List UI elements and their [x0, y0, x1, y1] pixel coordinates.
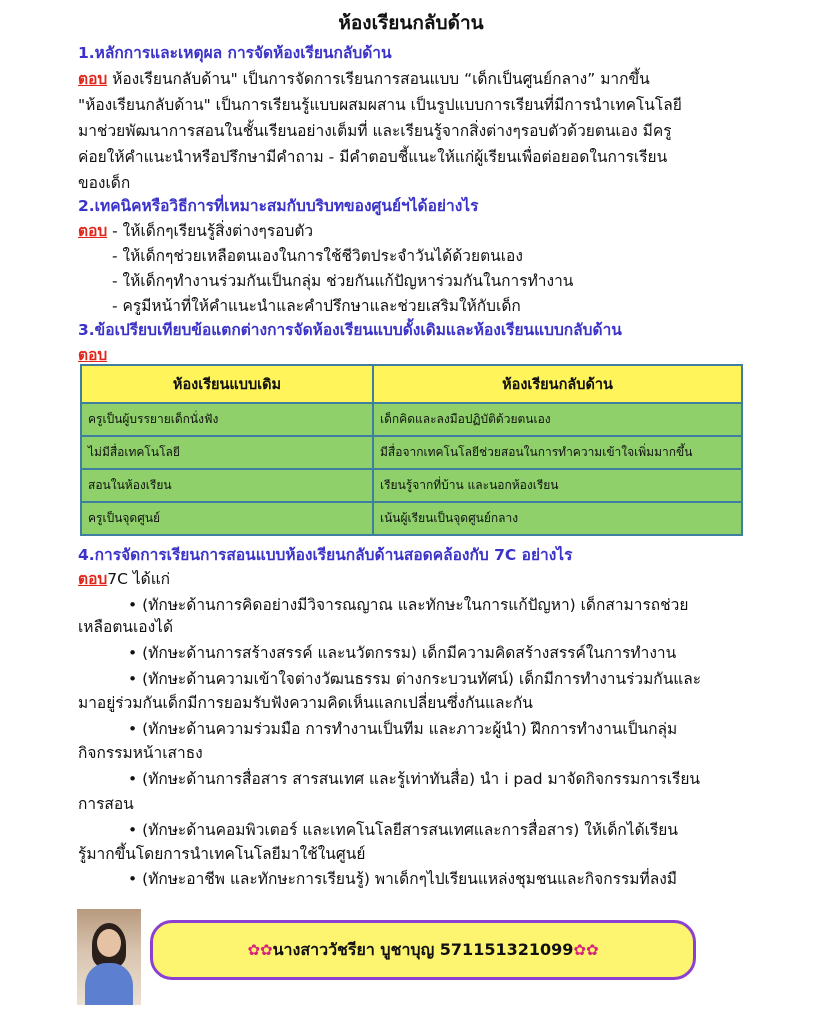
table-cell: ครูเป็นผู้บรรยายเด็กนั่งฟัง [81, 403, 373, 436]
skill-bullet: • (ทักษะด้านคอมพิวเตอร์ และเทคโนโลยีสารสนเทศและการสื่อสาร) ให้เด็กได้เรียน [128, 821, 678, 839]
section-4-intro-text: 7C ได้แก่ [107, 570, 171, 588]
hibiscus-icon: ✿ [247, 941, 261, 959]
section-2-item: - ให้เด็กๆช่วยเหลือตนเองในการใช้ชีวิตประจำวันได้ด้วยตนเอง [112, 247, 523, 265]
section-4-heading: 4.การจัดการเรียนการสอนแบบห้องเรียนกลับด้านสอดคล้องกับ 7C อย่างไร [78, 546, 573, 564]
section-2-item: - ครูมีหน้าที่ให้คำแนะนำและคำปรึกษาและช่วยเสริมให้กับเด็ก [112, 297, 521, 315]
skill-bullet-cont: รู้มากขึ้นโดยการนำเทคโนโลยีมาใช้ในศูนย์ [78, 845, 366, 863]
skill-bullet: • (ทักษะด้านความร่วมมือ การทำงานเป็นทีม และภาวะผู้นำ) ฝึกการทำงานเป็นกลุ่ม [128, 720, 678, 738]
hibiscus-icon: ✿ [585, 941, 599, 959]
table-header-flipped: ห้องเรียนกลับด้าน [373, 365, 742, 403]
section-1-line-3: มาช่วยพัฒนาการสอนในชั้นเรียนอย่างเต็มที่ และเรียนรู้จากสิ่งต่างๆรอบตัวด้วยตนเอง มีครู [78, 122, 672, 140]
table-row [81, 469, 742, 502]
skill-bullet: • (ทักษะด้านการสื่อสาร สารสนเทศ และรู้เท่าทันสื่อ) นำ i pad มาจัดกิจกรรมการเรียน [128, 770, 701, 788]
section-1-line-2: "ห้องเรียนกลับด้าน" เป็นการเรียนรู้แบบผสมผสาน เป็นรูปแบบการเรียนที่มีการนำเทคโนโลยี [78, 96, 682, 114]
table-cell: ไม่มีสื่อเทคโนโลยี [81, 436, 373, 469]
skill-bullet: • (ทักษะด้านการสร้างสรรค์ และนวัตกรรม) เด็กมีความคิดสร้างสรรค์ในการทำงาน [128, 644, 677, 662]
answer-label: ตอบ [78, 70, 108, 88]
hibiscus-icon: ✿ [573, 941, 586, 959]
comparison-table [80, 364, 743, 536]
table-cell: ครูเป็นจุดศูนย์ [81, 502, 373, 535]
skill-bullet: • (ทักษะด้านการคิดอย่างมีวิจารณญาณ และทักษะในการแก้ปัญหา) เด็กสามารถช่วย [128, 596, 689, 614]
skill-bullet: • (ทักษะด้านความเข้าใจต่างวัฒนธรรม ต่างกระบวนทัศน์) เด็กมีการทำงานร่วมกันและ [128, 670, 702, 688]
skill-bullet-cont: กิจกรรมหน้าเสาธง [78, 744, 203, 762]
table-header-row [81, 365, 742, 403]
table-row [81, 436, 742, 469]
section-2-item: - ให้เด็กๆทำงานร่วมกันเป็นกลุ่ม ช่วยกันแก้ปัญหาร่วมกันในการทำงาน [112, 272, 574, 290]
section-1-text: ห้องเรียนกลับด้าน" เป็นการจัดการเรียนการสอนแบบ “เด็กเป็นศูนย์กลาง” มากขึ้น [107, 70, 650, 88]
section-4-intro [78, 566, 170, 591]
answer-label: ตอบ [78, 346, 108, 364]
page-title: ห้องเรียนกลับด้าน [338, 12, 484, 34]
table-header-traditional: ห้องเรียนแบบเดิม [81, 365, 373, 403]
author-name-badge [150, 920, 696, 980]
skill-bullet-cont: มาอยู่ร่วมกันเด็กมีการยอมรับฟังความคิดเห็นแลกเปลี่ยนซึ่งกันและกัน [78, 694, 533, 712]
table-row [81, 403, 742, 436]
skill-bullet: • (ทักษะอาชีพ และทักษะการเรียนรู้) พาเด็กๆไปเรียนแหล่งชุมชนและกิจกรรมที่ลงมื [128, 870, 678, 888]
table-cell: มีสื่อจากเทคโนโลยีช่วยสอนในการทำความเข้าใจเพิ่มมากขึ้น [373, 436, 742, 469]
section-2-heading: 2.เทคนิคหรือวิธีการที่เหมาะสมกับบริบทของศูนย์ฯได้อย่างไร [78, 197, 479, 215]
section-1-heading: 1.หลักการและเหตุผล การจัดห้องเรียนกลับด้าน [78, 44, 392, 62]
table-cell: สอนในห้องเรียน [81, 469, 373, 502]
section-1-line-5: ของเด็ก [78, 174, 131, 192]
table-cell: เรียนรู้จากที่บ้าน และนอกห้องเรียน [373, 469, 742, 502]
table-cell: เด็กคิดและลงมือปฏิบัติด้วยตนเอง [373, 403, 742, 436]
table-cell: เน้นผู้เรียนเป็นจุดศูนย์กลาง [373, 502, 742, 535]
section-3-heading: 3.ข้อเปรียบเทียบข้อแตกต่างการจัดห้องเรียนแบบดั้งเดิมและห้องเรียนแบบกลับด้าน [78, 321, 622, 339]
section-1-line-4: ค่อยให้คำแนะนำหรือปรึกษามีคำถาม - มีคำตอบชี้แนะให้แก่ผู้เรียนเพื่อต่อยอดในการเรียน [78, 148, 668, 166]
author-name: นางสาววัชรียา บูชาบุญ 571151321099 [272, 939, 574, 959]
skill-bullet-cont: เหลือตนเองได้ [78, 618, 174, 636]
section-2-line-1 [78, 218, 313, 243]
skill-bullet-cont: การสอน [78, 795, 134, 813]
answer-label: ตอบ [78, 570, 108, 588]
hibiscus-icon: ✿ [260, 941, 273, 959]
section-1-line-1 [78, 66, 650, 91]
table-row [81, 502, 742, 535]
answer-label: ตอบ [78, 222, 108, 240]
author-photo [77, 909, 141, 1005]
section-2-text: - ให้เด็กๆเรียนรู้สิ่งต่างๆรอบตัว [107, 222, 314, 240]
